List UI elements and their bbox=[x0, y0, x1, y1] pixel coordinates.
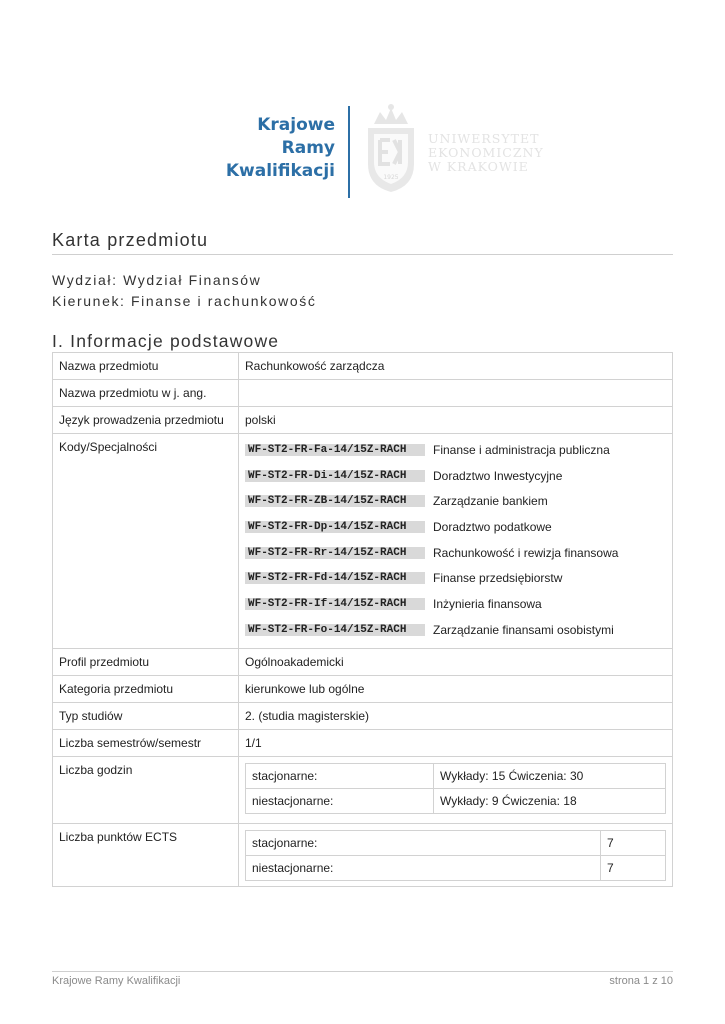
codes-list bbox=[239, 434, 673, 649]
code-entry bbox=[239, 463, 672, 489]
field-line: Kierunek: Finanse i rachunkowość bbox=[52, 293, 317, 309]
code-entry bbox=[239, 617, 672, 643]
row-label: Typ studiów bbox=[53, 702, 239, 729]
row-value: Rachunkowość zarządcza bbox=[239, 353, 673, 380]
ects-table bbox=[245, 830, 666, 881]
uek-logo-text bbox=[428, 132, 544, 174]
title-divider bbox=[52, 254, 673, 255]
row-label: Język prowadzenia przedmiotu bbox=[53, 407, 239, 434]
specialty-name: Inżynieria finansowa bbox=[433, 596, 542, 611]
uek-crest-icon bbox=[360, 102, 422, 194]
specialty-name: Zarządzanie bankiem bbox=[433, 494, 548, 509]
table-row bbox=[53, 407, 673, 434]
study-mode: stacjonarne: bbox=[246, 763, 434, 788]
row-value: polski bbox=[239, 407, 673, 434]
study-mode: niestacjonarne: bbox=[246, 788, 434, 813]
hours-row bbox=[246, 763, 666, 788]
krk-line: Kwalifikacji bbox=[225, 161, 335, 181]
hours-value: Wykłady: 15 Ćwiczenia: 30 bbox=[434, 763, 666, 788]
table-row-codes bbox=[53, 434, 673, 649]
krk-line: Krajowe bbox=[257, 115, 335, 135]
krk-line: Ramy bbox=[281, 138, 335, 158]
document-title: Karta przedmiotu bbox=[52, 230, 209, 250]
row-label: Nazwa przedmiotu w j. ang. bbox=[53, 380, 239, 407]
specialty-code: WF-ST2-FR-If-14/15Z-RACH bbox=[245, 598, 425, 610]
ects-row bbox=[246, 830, 666, 855]
table-row bbox=[53, 702, 673, 729]
table-row-hours bbox=[53, 756, 673, 823]
code-entry bbox=[239, 591, 672, 617]
row-label: Kategoria przedmiotu bbox=[53, 675, 239, 702]
specialty-name: Finanse przedsiębiorstw bbox=[433, 571, 563, 586]
specialty-code: WF-ST2-FR-Fo-14/15Z-RACH bbox=[245, 624, 425, 636]
ects-cell bbox=[239, 823, 673, 886]
footer-title: Krajowe Ramy Kwalifikacji bbox=[52, 975, 181, 987]
specialty-name: Finanse i administracja publiczna bbox=[433, 442, 610, 457]
uek-line: UNIWERSYTET bbox=[428, 131, 540, 146]
row-value: kierunkowe lub ogólne bbox=[239, 675, 673, 702]
table-row bbox=[53, 353, 673, 380]
hours-table bbox=[245, 763, 666, 814]
faculty-line: Wydział: Wydział Finansów bbox=[52, 272, 262, 288]
row-label: Profil przedmiotu bbox=[53, 648, 239, 675]
code-entry bbox=[239, 565, 672, 591]
study-mode: niestacjonarne: bbox=[246, 855, 601, 880]
specialty-code: WF-ST2-FR-Di-14/15Z-RACH bbox=[245, 470, 425, 482]
specialty-name: Doradztwo podatkowe bbox=[433, 519, 552, 534]
row-label: Liczba semestrów/semestr bbox=[53, 729, 239, 756]
row-label: Kody/Specjalności bbox=[53, 434, 239, 649]
uek-line: EKONOMICZNY bbox=[428, 145, 544, 160]
row-value bbox=[239, 380, 673, 407]
row-value: Ogólnoakademicki bbox=[239, 648, 673, 675]
row-label: Liczba godzin bbox=[53, 756, 239, 823]
specialty-code: WF-ST2-FR-Fa-14/15Z-RACH bbox=[245, 444, 425, 456]
ects-value: 7 bbox=[601, 855, 666, 880]
hours-value: Wykłady: 9 Ćwiczenia: 18 bbox=[434, 788, 666, 813]
ects-row bbox=[246, 855, 666, 880]
code-entry bbox=[239, 488, 672, 514]
table-row-ects bbox=[53, 823, 673, 886]
row-label: Liczba punktów ECTS bbox=[53, 823, 239, 886]
hours-cell bbox=[239, 756, 673, 823]
specialty-code: WF-ST2-FR-Fd-14/15Z-RACH bbox=[245, 572, 425, 584]
code-entry bbox=[239, 540, 672, 566]
code-entry bbox=[239, 437, 672, 463]
study-mode: stacjonarne: bbox=[246, 830, 601, 855]
code-entry bbox=[239, 514, 672, 540]
table-row bbox=[53, 648, 673, 675]
specialty-code: WF-ST2-FR-Dp-14/15Z-RACH bbox=[245, 521, 425, 533]
krk-logo-text bbox=[226, 114, 335, 183]
footer-divider bbox=[52, 971, 673, 972]
uek-line: W KRAKOWIE bbox=[428, 159, 529, 174]
uek-year: 1925 bbox=[383, 174, 399, 181]
table-row bbox=[53, 380, 673, 407]
section-title: I. Informacje podstawowe bbox=[52, 331, 280, 351]
specialty-name: Rachunkowość i rewizja finansowa bbox=[433, 545, 619, 560]
table-row bbox=[53, 729, 673, 756]
ects-value: 7 bbox=[601, 830, 666, 855]
page-number: strona 1 z 10 bbox=[609, 975, 673, 987]
logo-divider bbox=[348, 106, 350, 198]
specialty-name: Zarządzanie finansami osobistymi bbox=[433, 622, 614, 637]
specialty-code: WF-ST2-FR-Rr-14/15Z-RACH bbox=[245, 547, 425, 559]
header-logo bbox=[0, 100, 725, 200]
row-label: Nazwa przedmiotu bbox=[53, 353, 239, 380]
basic-info-table bbox=[52, 352, 673, 887]
row-value: 1/1 bbox=[239, 729, 673, 756]
table-row bbox=[53, 675, 673, 702]
row-value: 2. (studia magisterskie) bbox=[239, 702, 673, 729]
specialty-code: WF-ST2-FR-ZB-14/15Z-RACH bbox=[245, 495, 425, 507]
hours-row bbox=[246, 788, 666, 813]
specialty-name: Doradztwo Inwestycyjne bbox=[433, 468, 563, 483]
